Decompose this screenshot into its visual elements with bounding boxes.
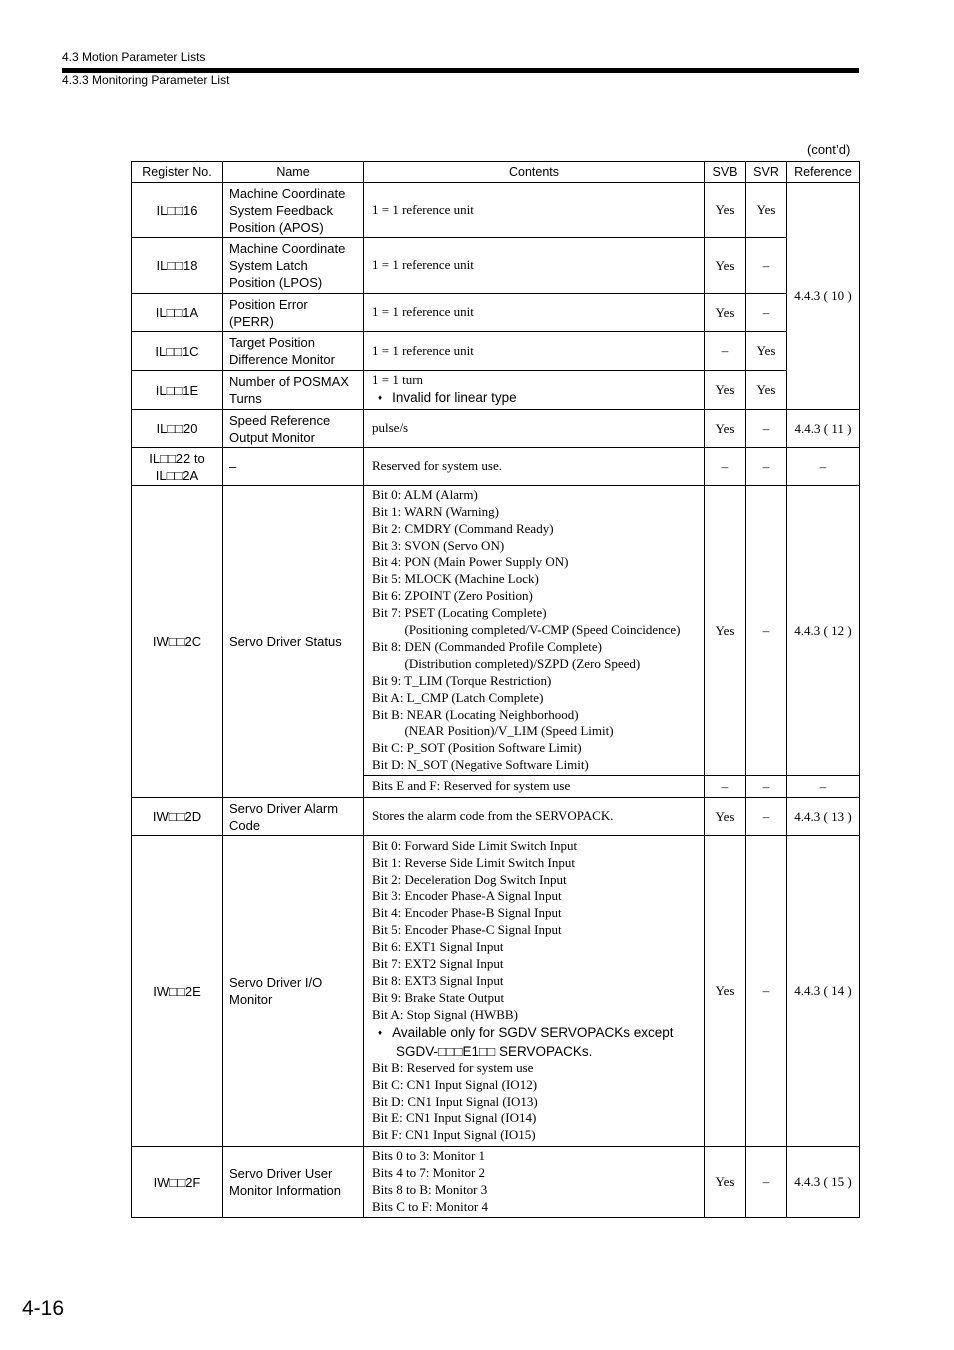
svb-value: Yes: [705, 183, 746, 238]
contents-line: Bit 4: PON (Main Power Supply ON): [372, 554, 569, 570]
col-header-contents: Contents: [364, 162, 705, 183]
io-bits-group-a: [372, 838, 704, 1024]
contents: [364, 371, 705, 410]
svb-value: Yes: [705, 410, 746, 448]
reference: 4.4.3 ( 14 ): [787, 836, 860, 1147]
contents-line: Bit A: L_CMP (Latch Complete): [372, 689, 544, 705]
reference: 4.4.3 ( 12 ): [787, 486, 860, 776]
svb-value: –: [705, 332, 746, 371]
parameter-name: Servo Driver I/O Monitor: [223, 836, 364, 1147]
parameter-name: Number of POSMAX Turns: [223, 371, 364, 410]
contents-line: Bits C to F: Monitor 4: [372, 1198, 488, 1214]
svr-value: –: [746, 1147, 787, 1218]
svr-value: –: [746, 836, 787, 1147]
svb-value: Yes: [705, 798, 746, 836]
contents-line: Bit 0: Forward Side Limit Switch Input: [372, 837, 578, 853]
note-continuation: SGDV-□□□E1□□ SERVOPACKs.: [396, 1043, 593, 1059]
contents-line: Bit 8: EXT3 Signal Input: [372, 973, 504, 988]
contents-line: Bit C: CN1 Input Signal (IO12): [372, 1076, 538, 1092]
svr-value: –: [746, 776, 787, 798]
reference: –: [787, 448, 860, 486]
contents-line: Bit 7: PSET (Locating Complete): [372, 605, 547, 621]
continued-label: (cont’d): [807, 142, 851, 157]
register-no: IL□□1C: [132, 332, 223, 371]
contents-line: (Positioning completed/V-CMP (Speed Coincidence): [372, 622, 681, 638]
contents-line: Bit 3: SVON (Servo ON): [372, 537, 505, 553]
contents: Bits E and F: Reserved for system use: [364, 776, 705, 798]
svb-value: –: [705, 776, 746, 798]
note-bullet: ♦ Available only for SGDV SERVOPACKs except: [372, 1024, 704, 1043]
contents: 1 = 1 reference unit: [364, 294, 705, 332]
section-header: 4.3 Motion Parameter Lists: [62, 50, 206, 64]
svr-value: –: [746, 294, 787, 332]
col-header-register: Register No.: [132, 162, 223, 183]
register-no: IW□□2F: [132, 1147, 223, 1218]
svb-value: Yes: [705, 238, 746, 294]
svb-value: Yes: [705, 1147, 746, 1218]
svb-value: Yes: [705, 836, 746, 1147]
svb-value: –: [705, 448, 746, 486]
register-no: IL□□16: [132, 183, 223, 238]
parameter-name: Position Error (PERR): [223, 294, 364, 332]
contents-line: Bits 8 to B: Monitor 3: [372, 1182, 488, 1197]
contents-line: Bit 0: ALM (Alarm): [372, 486, 478, 502]
register-no: IW□□2D: [132, 798, 223, 836]
note-bullet: ♦ Invalid for linear type: [372, 389, 704, 408]
reference: 4.4.3 ( 13 ): [787, 798, 860, 836]
svr-value: –: [746, 448, 787, 486]
svr-value: –: [746, 798, 787, 836]
reference: 4.4.3 ( 15 ): [787, 1147, 860, 1218]
contents-line: Bits 4 to 7: Monitor 2: [372, 1165, 486, 1181]
contents: 1 = 1 reference unit: [364, 332, 705, 371]
contents-line: Bit B: Reserved for system use: [372, 1059, 534, 1075]
svb-value: Yes: [705, 486, 746, 776]
contents: pulse/s: [364, 410, 705, 448]
parameter-name: Target Position Difference Monitor: [223, 332, 364, 371]
svr-value: Yes: [746, 332, 787, 371]
contents: [364, 486, 705, 776]
register-no: IL□□1E: [132, 371, 223, 410]
table-row: [132, 448, 860, 486]
table-row: [132, 486, 860, 776]
svr-value: Yes: [746, 371, 787, 410]
contents-line: Bit 9: Brake State Output: [372, 989, 505, 1005]
parameter-name: Servo Driver User Monitor Information: [223, 1147, 364, 1218]
contents: 1 = 1 reference unit: [364, 238, 705, 294]
contents-line: Bit 5: MLOCK (Machine Lock): [372, 571, 539, 587]
contents-line: Bit 8: DEN (Commanded Profile Complete): [372, 638, 602, 654]
contents: [364, 836, 705, 1147]
register-no: IW□□2C: [132, 486, 223, 798]
parameter-name: Speed Reference Output Monitor: [223, 410, 364, 448]
contents-line: Bit C: P_SOT (Position Software Limit): [372, 740, 582, 756]
svr-value: Yes: [746, 183, 787, 238]
contents: Reserved for system use.: [364, 448, 705, 486]
svr-value: –: [746, 238, 787, 294]
monitoring-parameter-table: [131, 161, 860, 1218]
contents-line: Bit D: CN1 Input Signal (IO13): [372, 1093, 538, 1109]
contents-line: (Distribution completed)/SZPD (Zero Speed): [372, 655, 641, 671]
parameter-name: Servo Driver Status: [223, 486, 364, 798]
col-header-name: Name: [223, 162, 364, 183]
reference: –: [787, 776, 860, 798]
contents-line: Bit 9: T_LIM (Torque Restriction): [372, 672, 552, 688]
contents-line: Bit 1: Reverse Side Limit Switch Input: [372, 854, 575, 870]
contents: Stores the alarm code from the SERVOPACK.: [364, 798, 705, 836]
contents-line: Bit 5: Encoder Phase-C Signal Input: [372, 922, 562, 938]
svr-value: –: [746, 410, 787, 448]
contents-line: Bit 1: WARN (Warning): [372, 503, 499, 519]
contents-line: Bit 2: Deceleration Dog Switch Input: [372, 871, 567, 887]
parameter-name: Machine Coordinate System Latch Position (LPOS): [223, 238, 364, 294]
table-row: [132, 798, 860, 836]
svb-value: Yes: [705, 371, 746, 410]
register-no: IL□□1A: [132, 294, 223, 332]
table-row: [132, 371, 860, 410]
table-header-row: [132, 162, 860, 183]
table-row: [132, 410, 860, 448]
contents-line: Bit 7: EXT2 Signal Input: [372, 956, 504, 972]
table-row: [132, 332, 860, 371]
contents-line: Bit 6: ZPOINT (Zero Position): [372, 588, 533, 604]
contents: 1 = 1 reference unit: [364, 183, 705, 238]
parameter-name: Servo Driver Alarm Code: [223, 798, 364, 836]
register-no: IL□□22 to IL□□2A: [132, 448, 223, 486]
subsection-header: 4.3.3 Monitoring Parameter List: [62, 73, 230, 87]
contents-line: Bits 0 to 3: Monitor 1: [372, 1148, 486, 1164]
col-header-reference: Reference: [787, 162, 860, 183]
svb-value: Yes: [705, 294, 746, 332]
table-row: [132, 183, 860, 238]
table-row: [132, 294, 860, 332]
contents-line: Bit B: NEAR (Locating Neighborhood): [372, 706, 579, 722]
page-number: 4-16: [22, 1297, 65, 1320]
parameter-name: –: [223, 448, 364, 486]
parameter-name: Machine Coordinate System Feedback Position (APOS): [223, 183, 364, 238]
contents-line: Bit A: Stop Signal (HWBB): [372, 1006, 518, 1022]
contents-line: 1 = 1 turn: [372, 372, 424, 388]
contents-line: Bit 3: Encoder Phase-A Signal Input: [372, 888, 562, 904]
svr-value: –: [746, 486, 787, 776]
contents-line: Bit 6: EXT1 Signal Input: [372, 939, 504, 955]
reference: 4.4.3 ( 10 ): [787, 183, 860, 410]
reference: 4.4.3 ( 11 ): [787, 410, 860, 448]
col-header-svr: SVR: [746, 162, 787, 183]
contents-line: Bit 4: Encoder Phase-B Signal Input: [372, 905, 562, 921]
table-row: [132, 1147, 860, 1218]
register-no: IW□□2E: [132, 836, 223, 1147]
contents-line: Bit E: CN1 Input Signal (IO14): [372, 1110, 537, 1126]
io-bits-group-b: [372, 1060, 704, 1145]
register-no: IL□□20: [132, 410, 223, 448]
table-row: [132, 238, 860, 294]
register-no: IL□□18: [132, 238, 223, 294]
col-header-svb: SVB: [705, 162, 746, 183]
contents-line: Bit D: N_SOT (Negative Software Limit): [372, 757, 589, 773]
contents: [364, 1147, 705, 1218]
contents-line: Bit 2: CMDRY (Command Ready): [372, 520, 554, 536]
contents-line: Bit F: CN1 Input Signal (IO15): [372, 1127, 536, 1143]
contents-line: (NEAR Position)/V_LIM (Speed Limit): [372, 723, 614, 739]
table-row: [132, 836, 860, 1147]
